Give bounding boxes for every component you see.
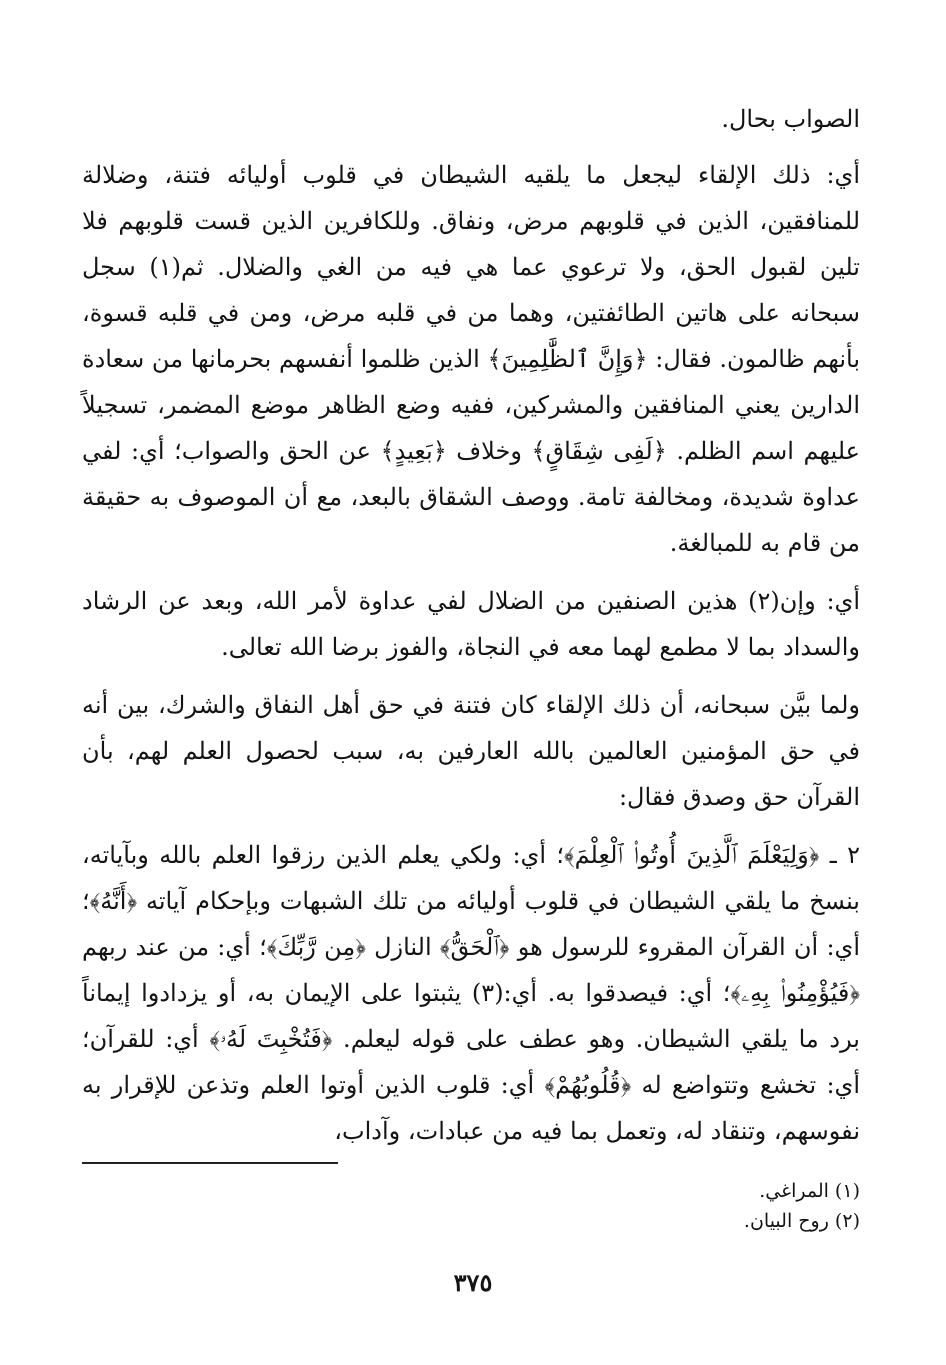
paragraph-1: أي: ذلك الإلقاء ليجعل ما يلقيه الشيطان في قلوب أوليائه فتنة، وضلالة للمنافقين، الذين في قلوبهم مرض، ونفاق. وللكافرين الذين قست قلوبهم فلا تلين لقبول الحق، ولا ترعوي عما هي فيه من الغي والضلال. ثم(١) سجل سبحانه على هاتين الطائفتين، وهما من في قلبه مرض، ومن في قلبه قسوة، بأنهم ظالمون. فقال: ﴿وَإِنَّ ٱلظَّٰلِمِينَ﴾ الذين ظلموا أنفسهم بحرمانها من سعادة الدارين يعني المنافقين والمشركين، ففيه وضع الظاهر موضع المضمر، تسجيلاً عليهم اسم الظلم. ﴿لَفِى شِقَاقٍ﴾ وخلاف ﴿بَعِيدٍ﴾ عن الحق والصواب؛ أي: لفي عداوة شديدة، ومخالفة تامة. ووصف الشقاق بالبعد، مع أن الموصوف به حقيقة من قام به للمبالغة. <box>82 161 861 557</box>
footnote-1: (١) المراغي. <box>759 1180 860 1202</box>
paragraph-2: أي: وإن(٢) هذين الصنفين من الضلال لفي عداوة لأمر الله، وبعد عن الرشاد والسداد بما لا مطمع لهما معه في النجاة، والفوز برضا الله تعالى. <box>82 587 860 661</box>
footnote-2: (٢) روح البيان. <box>743 1210 860 1232</box>
footnotes <box>744 1176 860 1236</box>
paragraph-3: ولما بيَّن سبحانه، أن ذلك الإلقاء كان فتنة في حق أهل النفاق والشرك، بين أنه في حق المؤمنين العالمين بالله العارفين به، سبب لحصول العلم لهم، بأن القرآن حق وصدق فقال: <box>82 691 860 811</box>
page-number: ٣٧٥ <box>453 1268 493 1297</box>
footnote-divider <box>82 1162 338 1164</box>
opening-line: الصواب بحال. <box>721 105 860 133</box>
main-text <box>82 96 860 1166</box>
paragraph-4: ٢ ـ ﴿وَلِيَعْلَمَ ٱلَّذِينَ أُوتُوا۟ ٱلْعِلْمَ﴾؛ أي: ولكي يعلم الذين رزقوا العلم بالله وبآياته، بنسخ ما يلقي الشيطان في قلوب أوليائه من تلك الشبهات وبإحكام آياته ﴿أَنَّهُ﴾؛ أي: أن القرآن المقروء للرسول هو ﴿ٱلْحَقُّ﴾ النازل ﴿مِن رَّبِّكَ﴾؛ أي: من عند ربهم ﴿فَيُؤْمِنُوا۟ بِهِۦ﴾؛ أي: فيصدقوا به. أي:(٣) يثبتوا على الإيمان به، أو يزدادوا إيماناً برد ما يلقي الشيطان. وهو عطف على قوله ليعلم. ﴿فَتُخْبِتَ لَهُۥ﴾ أي: للقرآن؛ أي: تخشع وتتواضع له ﴿قُلُوبُهُمْ﴾ أي: قلوب الذين أوتوا العلم وتذعن للإقرار به نفوسهم، وتنقاد له، وتعمل بما فيه من عبادات، وآداب، <box>82 841 861 1145</box>
